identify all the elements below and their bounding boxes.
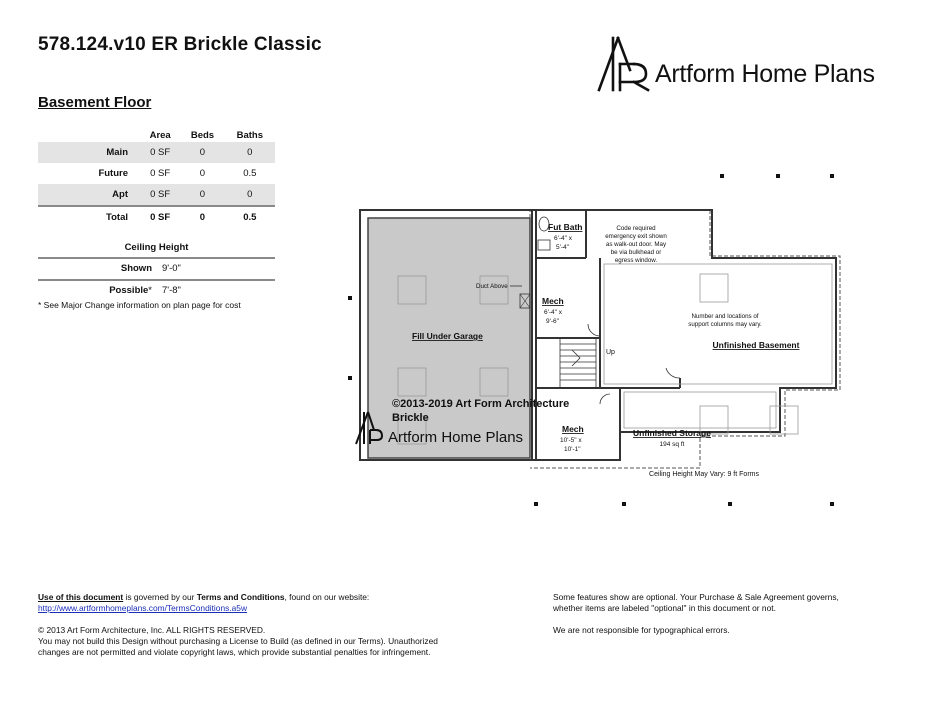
ceiling-possible-marker: * [148, 285, 152, 296]
row-beds: 0 [199, 168, 206, 179]
footer-legal [38, 592, 533, 658]
ceiling-height-title: Ceiling Height [38, 242, 275, 259]
footer-right-2: whether items are labeled "optional" in this document or not. [553, 603, 776, 613]
ceiling-height-block [38, 242, 275, 301]
mech2-label: Mech [562, 424, 584, 434]
footer-right-1: Some features show are optional. Your Purchase & Sale Agreement governs, [553, 592, 839, 602]
row-baths: 0 [225, 184, 275, 206]
row-label: Main [38, 142, 140, 163]
ceiling-possible-value: 7'-8" [162, 285, 181, 296]
footer-usage-line [38, 592, 533, 603]
footer-right-3: We are not responsible for typographical errors. [553, 625, 730, 635]
row-area: 0 SF [140, 142, 180, 163]
row-label: Total [106, 212, 128, 223]
unfinished-storage-label: Unfinished Storage [633, 428, 711, 438]
code-note-2: emergency exit shown [605, 233, 667, 240]
footer-notes [553, 592, 903, 636]
mech2-dim1: 10'-5" x [560, 437, 582, 444]
unfinished-basement-label: Unfinished Basement [712, 340, 800, 350]
terms-url-link[interactable]: http://www.artformhomeplans.com/TermsConditions.a5w [38, 603, 247, 613]
mech2-dim2: 10'-1" [564, 446, 581, 453]
footer-license-2: changes are not permitted and violate copyright laws, which provide substantial penalties for infringement. [38, 647, 431, 657]
ceiling-shown-label: Shown [120, 263, 152, 274]
row-beds: 0 [180, 184, 224, 206]
fut-bath-dim1: 6'-4" x [554, 235, 572, 242]
use-text-2: , found on our website: [284, 592, 370, 602]
plan-watermark-text: Artform Home Plans [388, 429, 524, 446]
logo-text: Artform Home Plans [655, 60, 875, 88]
table-row [38, 142, 275, 163]
row-baths: 0.5 [243, 168, 257, 179]
stair-up-label: Up [606, 349, 615, 356]
columns-note-2: support columns may vary. [688, 321, 762, 328]
row-beds: 0 [199, 212, 206, 223]
footer-copyright: © 2013 Art Form Architecture, Inc. ALL RIGHTS RESERVED. [38, 625, 266, 635]
fill-under-garage-label: Fill Under Garage [412, 331, 483, 341]
row-beds: 0 [180, 142, 224, 163]
ceiling-height-note: Ceiling Height May Vary: 9 ft Forms [649, 471, 759, 478]
col-beds: Beds [190, 129, 215, 141]
mech1-dim2: 9'-6" [546, 318, 559, 325]
mech1-label: Mech [542, 296, 564, 306]
code-note-1: Code required [616, 225, 656, 232]
row-baths: 0 [225, 142, 275, 163]
mech1-dim1: 6'-4" x [544, 309, 562, 316]
ceiling-shown-value: 9'-0" [162, 263, 181, 274]
area-table [38, 128, 275, 228]
duct-label: Duct Above [476, 283, 508, 290]
artform-logo [596, 34, 896, 92]
footer-license-1: You may not build this Design without purchasing a License to Build (as defined in our Terms). Unauthorized [38, 636, 438, 646]
ceiling-possible-label-group [109, 281, 152, 301]
storage-area-label: 194 sq ft [659, 441, 685, 448]
row-area: 0 SF [150, 212, 171, 223]
section-title: Basement Floor [38, 94, 152, 111]
table-row [38, 184, 275, 206]
artform-logo-mark-icon [596, 34, 658, 92]
use-text-1: is governed by our [123, 592, 197, 602]
row-area: 0 SF [150, 168, 171, 179]
area-table-header [38, 128, 275, 142]
plan-copyright-line1: ©2013-2019 Art Form Architecture [392, 398, 570, 410]
row-label: Future [98, 168, 128, 179]
table-row [38, 163, 275, 184]
columns-note-1: Number and locations of [691, 313, 759, 320]
row-area: 0 SF [140, 184, 180, 206]
code-note-4: be via bulkhead or [610, 249, 662, 256]
fut-bath-label: Fut Bath [548, 222, 583, 232]
document-title: 578.124.v10 ER Brickle Classic [38, 34, 322, 55]
ceiling-shown-row [38, 259, 275, 281]
table-row-total [38, 206, 275, 228]
ceiling-possible-row [38, 281, 275, 301]
row-baths: 0.5 [243, 212, 257, 223]
row-label: Apt [38, 184, 140, 206]
col-area: Area [149, 129, 171, 141]
terms-text: Terms and Conditions [196, 592, 285, 602]
major-change-note: * See Major Change information on plan page for cost [38, 300, 241, 310]
plan-copyright-line2: Brickle [392, 412, 429, 424]
basement-floor-plan [340, 168, 860, 516]
ceiling-possible-label: Possible [109, 285, 149, 296]
use-document-link: Use of this document [38, 592, 124, 602]
code-note-3: as walk-out door. May [605, 241, 667, 248]
code-note-5: egress window. [614, 257, 658, 264]
col-baths: Baths [236, 129, 263, 141]
fut-bath-dim2: 5'-4" [556, 244, 569, 251]
